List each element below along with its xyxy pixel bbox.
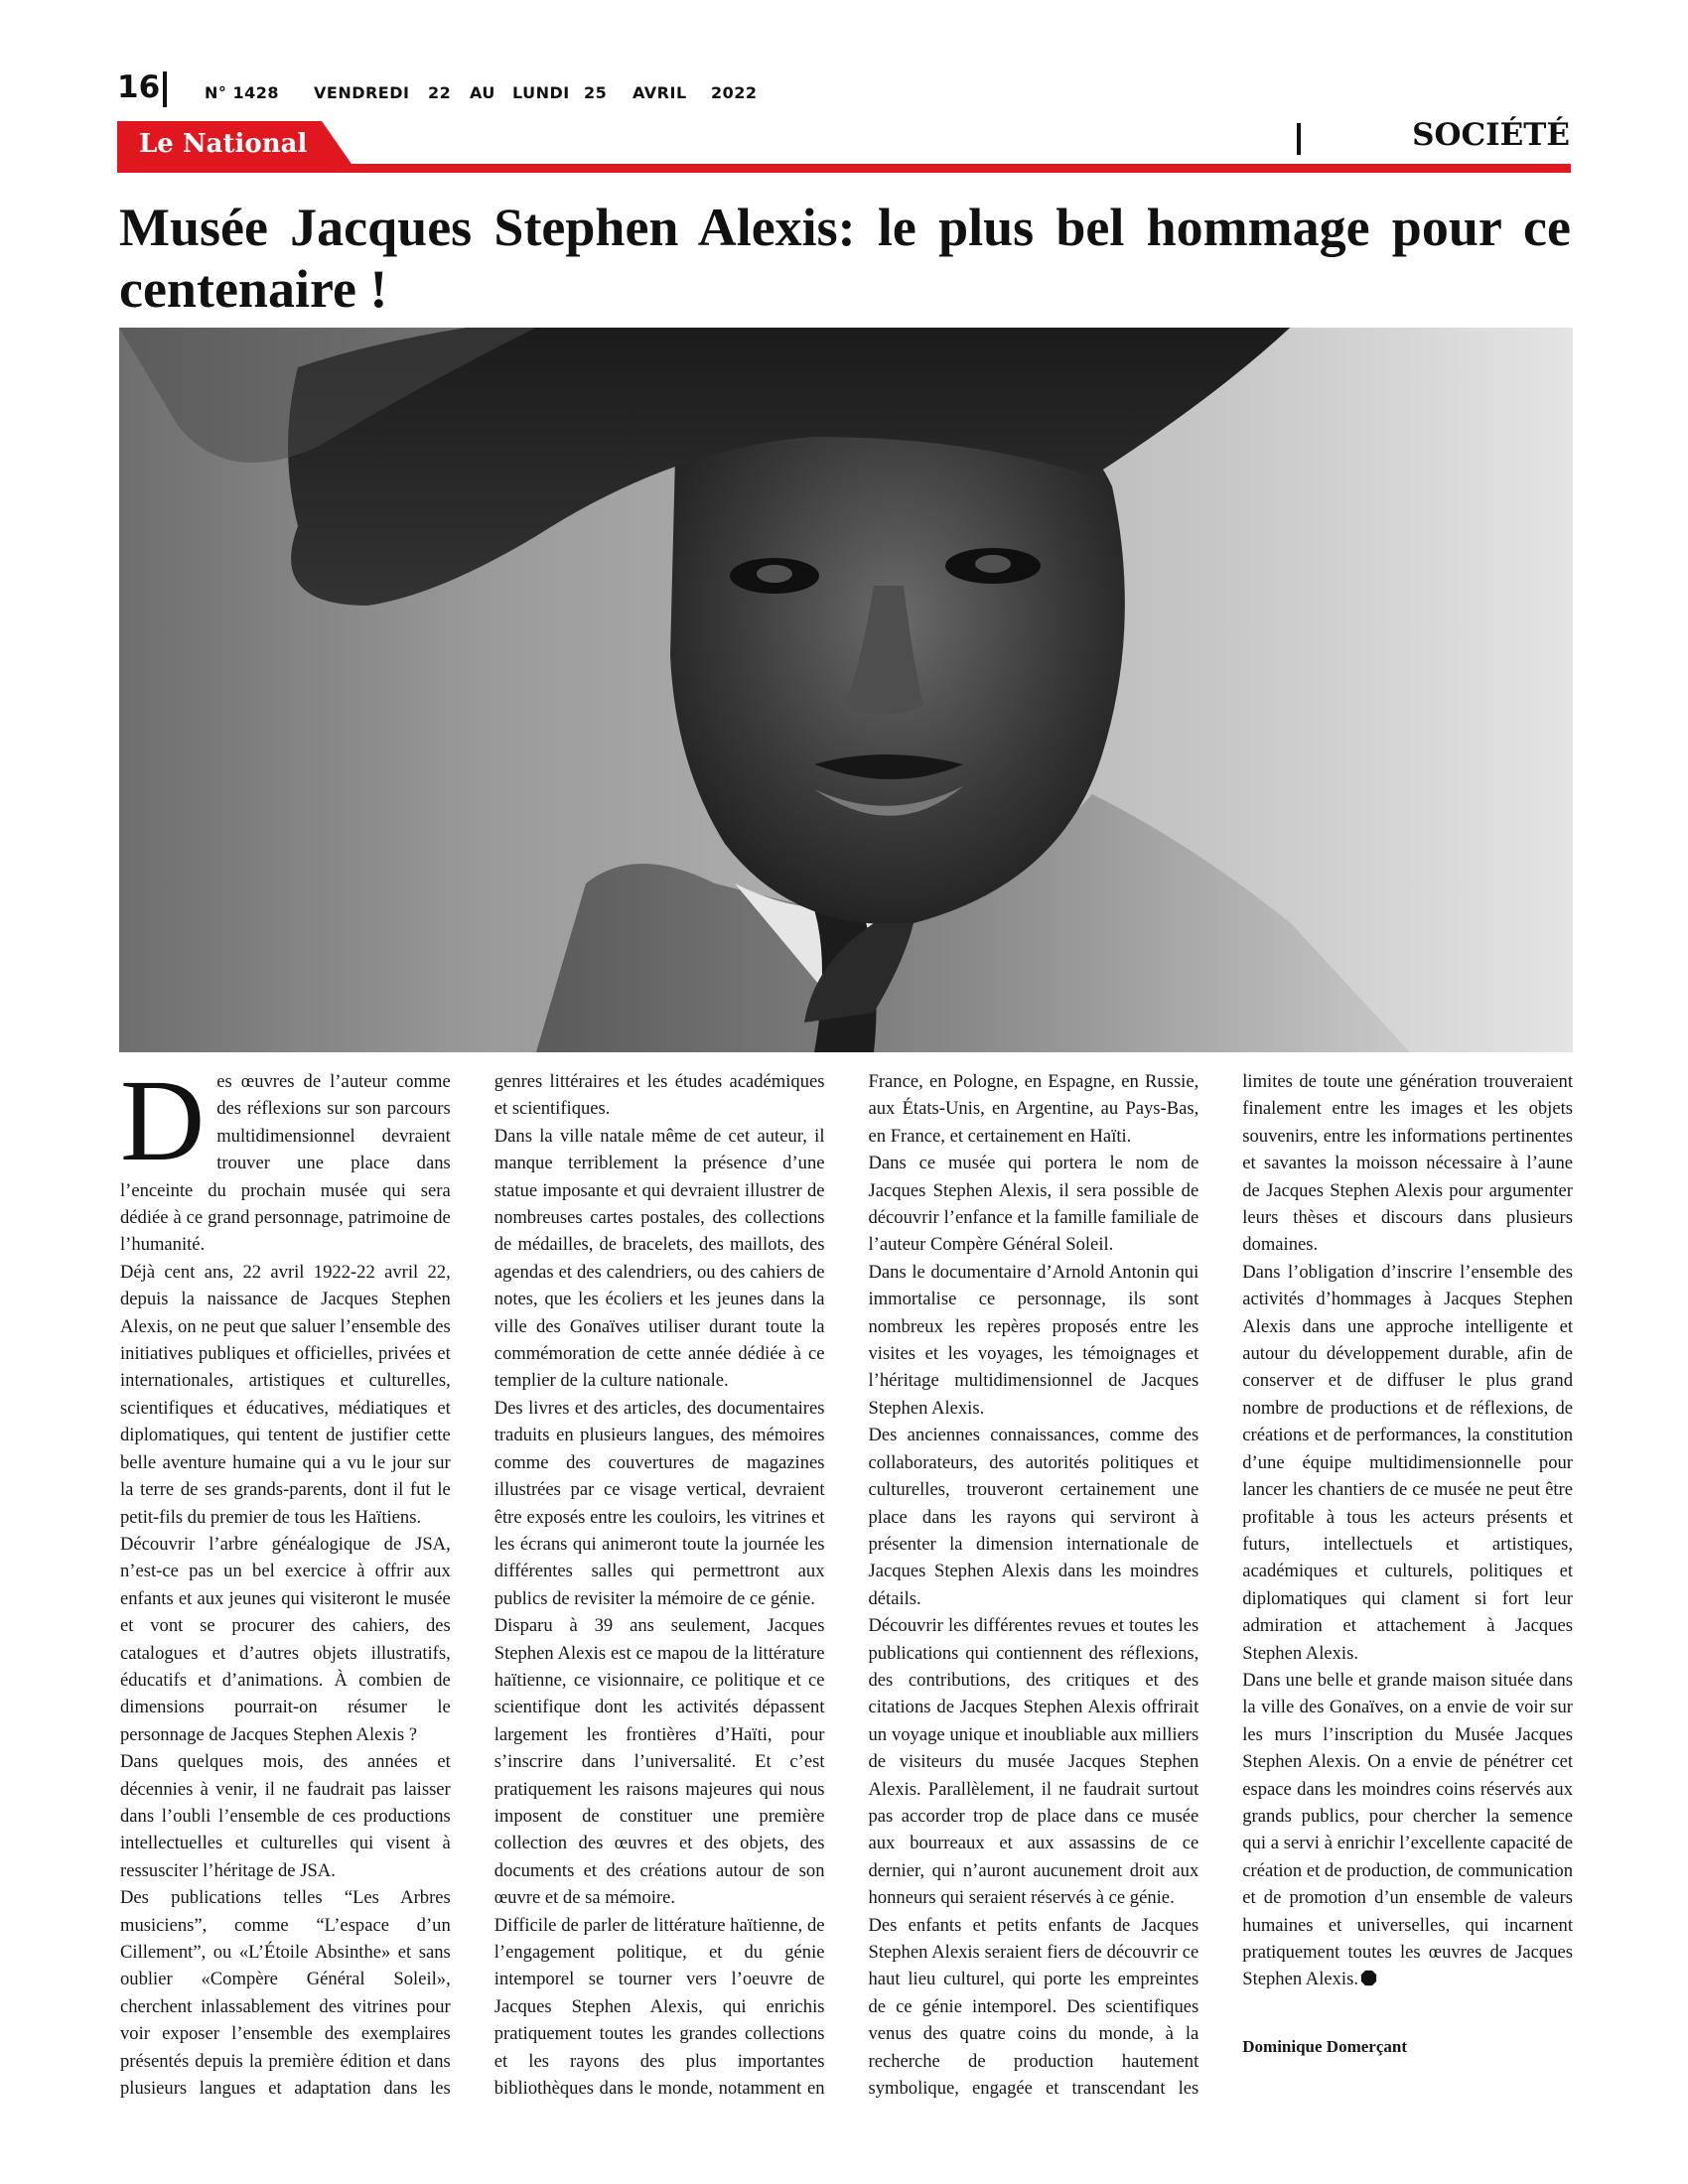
article-title: Musée Jacques Stephen Alexis: le plus bel hommage pour ce centenaire !: [119, 198, 1571, 319]
paragraph-9: Difficile de parler de littérature haïtienne, de l’engagement politique, et du génie intemporel se tourner vers l’oeuvre de Jacques Stephen Alexis, qui enrichis pratiquement toutes les grandes collections et les rayons des plus importantes bibliothèques dans le monde, notamment en France, en Pologne, en Espagne, en Russie, aux États-Unis, en Argentine, au Pays-Bas, en France, et certainement en Haïti.: [493, 1071, 1199, 2100]
brand-logo-text: Le National: [139, 129, 308, 159]
brand-tab: [117, 121, 355, 167]
page-header-line: [117, 69, 1567, 109]
header-red-rule: [117, 164, 1571, 173]
date-month: AVRIL: [633, 83, 687, 102]
page-number-divider: [163, 71, 167, 107]
paragraph-4: Dans quelques mois, des années et décennies à venir, il ne faudrait pas laisser dans l’oubli l’ensemble de ces productions intellectuelles et culturelles qui visent à ressusciter l’héritage de JSA.: [120, 1751, 451, 1881]
section-label: SOCIÉTÉ: [1412, 117, 1570, 153]
paragraph-7: Des livres et des articles, des documentaires traduits en plusieurs langues, des mémoires comme des couvertures de magazines illustrées par ce visage vertical, devraient être exposés entre les couloirs, les vitrines et les écrans qui animeront toute la journée les différentes salles qui permettront aux publics de revisiter la mémoire de ce génie.: [493, 1397, 825, 1609]
paragraph-5: Des publications telles “Les Arbres musiciens”, comme “L’espace d’un Cillement”, ou «L’Étoile Absinthe» et sans oublier «Compère Général Soleil», cherchent inlassablement des vitrines pour voir exposer l’ensemble des exemplaires présentés depuis la première édition et dans plusieurs langues et adaptation dans les genres littéraires et les études académiques et scientifiques.: [120, 1071, 825, 2100]
author-byline: Dominique Domerçant: [1242, 2036, 1407, 2056]
drop-cap: D: [120, 1055, 206, 1185]
date-weekday-end: LUNDI: [512, 83, 570, 102]
paragraph-14: Des enfants et petits enfants de Jacques Stephen Alexis seraient fiers de découvrir ce haut lieu culturel, qui porte les empreintes de ce génie intemporel. Des scientifiques venus des quatre coins du monde, à la recherche de production hautement symbolique, engagée et transcendant les limites de toute une génération trouveraient finalement entre les images et les objets souvenirs, entre les informations pertinentes et savantes la moisson nécessaire à l’aune de Jacques Stephen Alexis pour argumenter leurs thèses et discours dans plusieurs domaines.: [868, 1071, 1573, 2100]
date-day-end: 25: [584, 83, 608, 102]
paragraph-13: Découvrir les différentes revues et toutes les publications qui contiennent des réflexions, des contributions, des critiques et des citations de Jacques Stephen Alexis offrirait un voyage unique et inoubliable aux milliers de visiteurs du musée Jacques Stephen Alexis. Parallèlement, il ne faudrait surtout pas accorder trop de place dans ce musée aux bourreaux et aux assassins de ce dernier, qui n’auront aucunement droit aux honneurs qui seraient réservés à ce génie.: [868, 1615, 1199, 1909]
page-number: 16: [117, 69, 161, 105]
paragraph-12: Des anciennes connaissances, comme des collaborateurs, des autorités politiques et culturelles, trouveront certainement une place dans les rayons qui serviront à présenter la dimension internationale de Jacques Stephen Alexis dans les moindres détails.: [868, 1425, 1199, 1609]
article-body: [120, 1055, 1573, 2116]
section-divider: [1297, 123, 1301, 155]
date-day-start: 22: [428, 83, 452, 102]
portrait-photo: [119, 328, 1573, 1052]
paragraph-2: Déjà cent ans, 22 avril 1922-22 avril 22, depuis la naissance de Jacques Stephen Alexis, on ne peut que saluer l’ensemble des initiatives publiques et officielles, privées et internationales, artistiques et culturelles, scientifiques et éducatives, médiatiques et diplomatiques, qui tentent de justifier cette belle aventure humaine qui a vu le jour sur la terre de ses grands-parents, dont il fut le petit-fils du premier de tous les Haïtiens.: [120, 1261, 451, 1528]
paragraph-1: Des œuvres de l’auteur comme des réflexions sur son parcours multidimensionnel devraient trouver une place dans l’enceinte du prochain musée qui sera dédiée à ce grand personnage, patrimoine de l’humanité.: [120, 1055, 451, 1256]
paragraph-8: Disparu à 39 ans seulement, Jacques Stephen Alexis est ce mapou de la littérature haïtienne, ce visionnaire, ce politique et ce scientifique dont les activités dépassent largement les frontières d’Haïti, pour s’inscrire dans l’universalité. Et c’est pratiquement les raisons majeures qui nous imposent de constituer une première collection des œuvres et des objets, des documents et des créations autour de son œuvre et de sa mémoire.: [493, 1615, 825, 1909]
end-of-article-icon: [1360, 1970, 1377, 1986]
date-connector: AU: [470, 83, 495, 102]
paragraph-6: Dans la ville natale même de cet auteur, il manque terriblement la présence d’une statue imposante et qui devraient illustrer de nombreuses cartes postales, des collections de médailles, de bracelets, des maillots, des agendas et des calendriers, ou des cahiers de notes, que les écoliers et les jeunes dans la ville des Gonaïves utiliser durant toute la commémoration de cette année dédiée à ce templier de la culture nationale.: [493, 1125, 825, 1392]
paragraph-3: Découvrir l’arbre généalogique de JSA, n’est-ce pas un bel exercice à offrir aux enfants et aux jeunes qui visiteront le musée et vont se procurer des cahiers, des catalogues et d’autres objets illustratifs, éducatifs et d’animations. À combien de dimensions pourrait-on résumer le personnage de Jacques Stephen Alexis ?: [120, 1533, 451, 1745]
paragraph-16: Dans une belle et grande maison située dans la ville des Gonaïves, on a envie de voir sur les murs l’inscription du Musée Jacques Stephen Alexis. On a envie de pénétrer cet espace dans les moindres coins réservés aux grands publics, pour chercher la semence qui a servi à enrichir l’excellente capacité de création et de production, de communication et de promotion d’un ensemble de valeurs humaines et universelles, qui incarnent pratiquement toutes les œuvres de Jacques Stephen Alexis.: [1242, 1669, 1573, 1990]
issue-number: N° 1428: [205, 83, 279, 102]
date-year: 2022: [711, 83, 758, 102]
date-weekday-start: VENDREDI: [314, 83, 410, 102]
paragraph-11: Dans le documentaire d’Arnold Antonin qui immortalise ce personnage, ils sont nombreux les repères proposés entre les visites et les voyages, les témoignages et l’héritage multidimensionnel de Jacques Stephen Alexis.: [868, 1261, 1199, 1419]
paragraph-15: Dans l’obligation d’inscrire l’ensemble des activités d’hommages à Jacques Stephen Alexis dans une approche intelligente et autour du développement durable, afin de conserver et de diffuser le plus grand nombre de productions et de réflexions, de créations et de performances, la constitution d’une équipe multidimensionnelle pour lancer les chantiers de ce musée ne peut être profitable à tous les acteurs présents et futurs, intellectuels et artistiques, académiques et culturels, politiques et diplomatiques qui clament si fort leur admiration et attachement à Jacques Stephen Alexis.: [1242, 1261, 1573, 1664]
paragraph-10: Dans ce musée qui portera le nom de Jacques Stephen Alexis, il sera possible de découvrir l’enfance et la famille familiale de l’auteur Compère Général Soleil.: [868, 1153, 1199, 1256]
